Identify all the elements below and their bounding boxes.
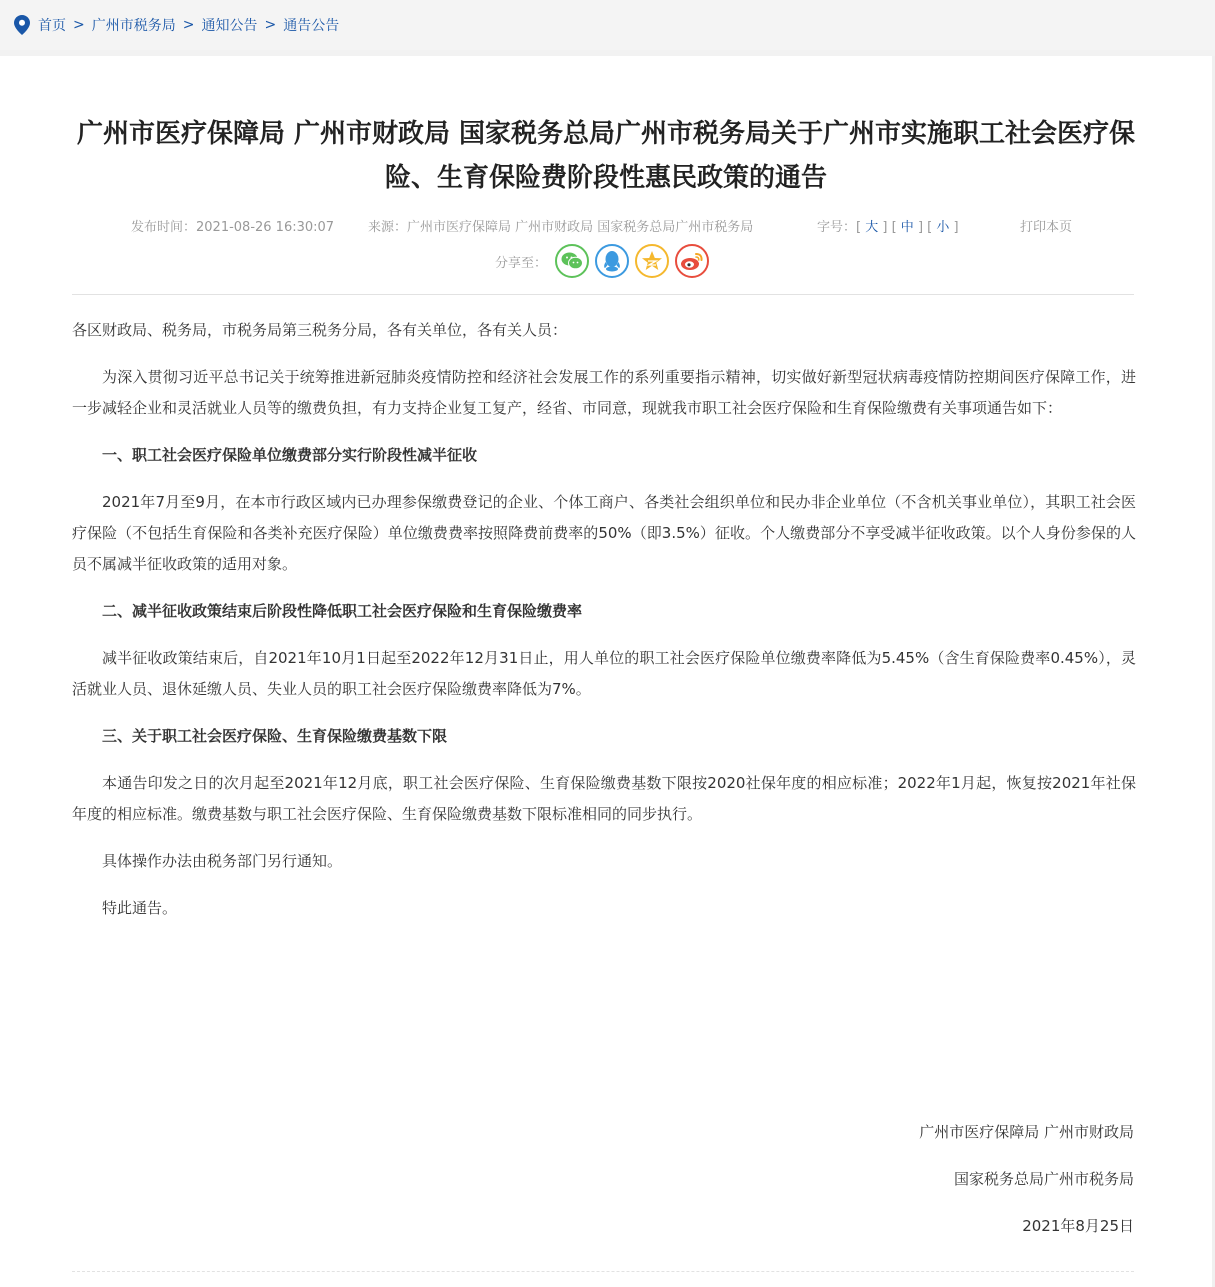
section-paragraph-3: 本通告印发之日的次月起至2021年12月底，职工社会医疗保险、生育保险缴费基数下限按2020社保年度的相应标准；2022年1月起，恢复按2021年社保年度的相应标准。缴费基数与职工社会医疗保险、生育保险缴费基数下限标准相同的同步执行。 [72, 774, 1136, 823]
breadcrumb-bar [0, 0, 1215, 50]
intro-paragraph: 为深入贯彻习近平总书记关于统筹推进新冠肺炎疫情防控和经济社会发展工作的系列重要指示精神，切实做好新型冠状病毒疫情防控期间医疗保障工作，进一步减轻企业和灵活就业人员等的缴费负担，有力支持企业复工复产，经省、市同意，现就我市职工社会医疗保险和生育保险缴费有关事项通告如下： [72, 368, 1136, 417]
wechat-icon [561, 252, 583, 270]
qzone-icon [641, 250, 663, 272]
signature-date: 2021年8月25日 [1022, 1217, 1134, 1235]
breadcrumb-notices[interactable]: 通知公告 [201, 18, 258, 34]
article-title: 广州市医疗保障局 广州市财政局 国家税务总局广州市税务局关于广州市实施职工社会医疗保险、生育保险费阶段性惠民政策的通告 [76, 119, 1136, 193]
share-qzone-button[interactable] [635, 244, 669, 278]
breadcrumb-separator: > [73, 17, 85, 33]
print-button[interactable]: 打印本页 [1020, 220, 1073, 235]
weibo-icon [680, 251, 704, 271]
share-wechat-button[interactable] [555, 244, 589, 278]
signature-tax-bureau: 国家税务总局广州市税务局 [953, 1170, 1134, 1188]
breadcrumb [14, 14, 339, 36]
share-qq-button[interactable] [595, 244, 629, 278]
breadcrumb-home[interactable]: 首页 [38, 18, 66, 34]
operation-note: 具体操作办法由税务部门另行通知。 [102, 852, 343, 870]
salutation: 各区财政局、税务局，市税务局第三税务分局，各有关单位，各有关人员： [72, 321, 568, 339]
closing-statement: 特此通告。 [102, 899, 178, 917]
section-heading-2: 二、减半征收政策结束后阶段性降低职工社会医疗保险和生育保险缴费率 [102, 602, 583, 620]
font-size-controls: 字号：[ 大 ] [ 中 ] [ 小 ] [817, 220, 959, 235]
font-size-medium-button[interactable]: 中 [900, 220, 914, 235]
publish-time: 发布时间：2021-08-26 16:30:07 [131, 220, 335, 235]
font-size-label: 字号： [817, 220, 857, 235]
article-container [0, 56, 1212, 1287]
qq-icon [603, 250, 621, 272]
section-paragraph-1: 2021年7月至9月，在本市行政区域内已办理参保缴费登记的企业、个体工商户、各类社会组织单位和民办非企业单位（不含机关事业单位），其职工社会医疗保险（不包括生育保险和各类补充医疗保险）单位缴费费率按照降费前费率的50%（即3.5%）征收。个人缴费部分不享受减半征收政策。以个人身份参保的人员不属减半征收政策的适用对象。 [72, 493, 1136, 573]
section-heading-3: 三、关于职工社会医疗保险、生育保险缴费基数下限 [102, 727, 448, 745]
location-pin-icon [14, 15, 30, 35]
breadcrumb-separator: > [264, 17, 277, 33]
section-heading-1: 一、职工社会医疗保险单位缴费部分实行阶段性减半征收 [102, 446, 478, 464]
section-paragraph-2: 减半征收政策结束后，自2021年10月1日起至2022年12月31日止，用人单位的职工社会医疗保险单位缴费率降低为5.45%（含生育保险费率0.45%），灵活就业人员、退休延缴人员、失业人员的职工社会医疗保险缴费率降低为7%。 [72, 649, 1136, 698]
breadcrumb-guangzhou-tax[interactable]: 广州市税务局 [91, 18, 176, 34]
article-body [72, 315, 1136, 940]
font-size-large-button[interactable]: 大 [865, 220, 879, 235]
breadcrumb-separator: > [182, 17, 195, 33]
title-divider [72, 294, 1134, 295]
breadcrumb-announcements[interactable]: 通告公告 [283, 18, 340, 34]
bottom-divider [72, 1271, 1134, 1272]
font-size-small-button[interactable]: 小 [936, 220, 950, 235]
share-label: 分享至： [495, 255, 548, 271]
share-weibo-button[interactable] [675, 244, 709, 278]
signature-issuers: 广州市医疗保障局 广州市财政局 [919, 1123, 1134, 1141]
share-bar [495, 243, 715, 279]
article-source: 来源：广州市医疗保障局 广州市财政局 国家税务总局广州市税务局 [368, 220, 754, 235]
article-meta [131, 216, 1111, 236]
